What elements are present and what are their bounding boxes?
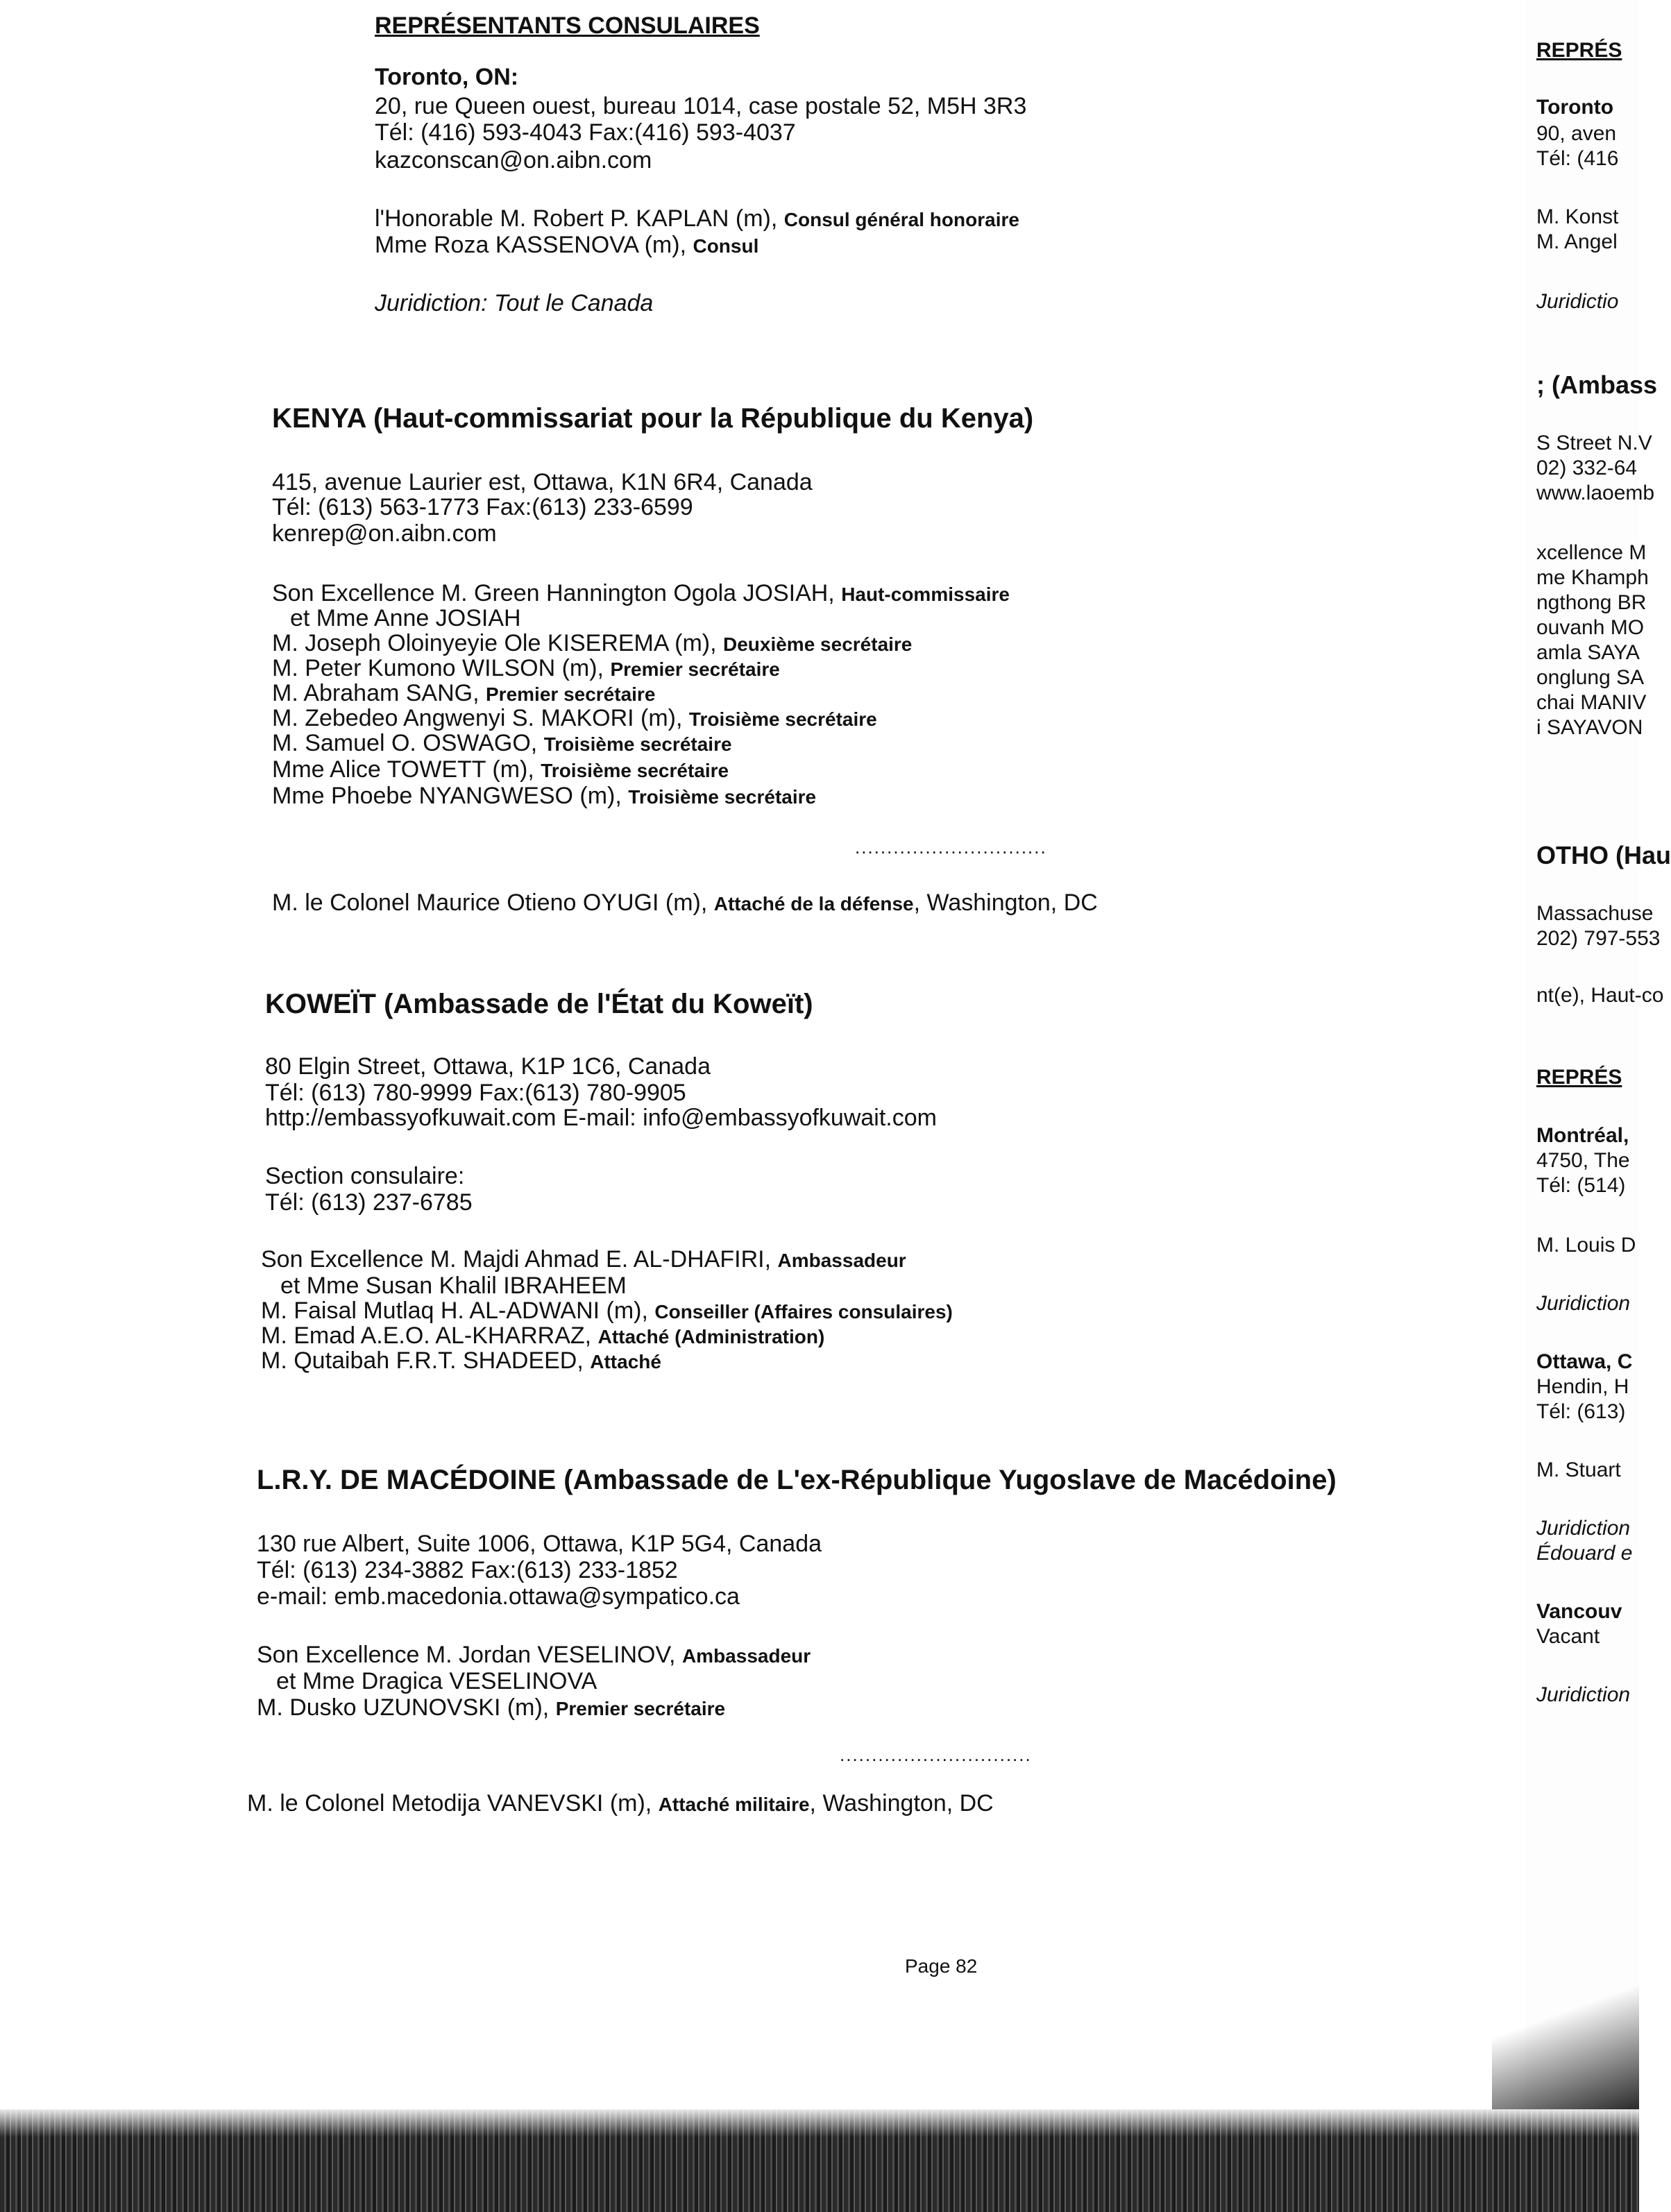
strip-line: me Khamph	[1536, 566, 1649, 589]
adjacent-page-strip	[1525, 0, 1671, 2212]
koweit-phones: Tél: (613) 780-9999 Fax:(613) 780-9905	[265, 1080, 686, 1106]
strip-line: onglung SA	[1536, 666, 1645, 689]
koweit-consular-phone: Tél: (613) 237-6785	[265, 1189, 473, 1216]
kenya-person: M. Peter Kumono WILSON (m), Premier secrétaire	[272, 655, 780, 681]
strip-line: Massachuse	[1536, 902, 1654, 925]
strip-line: i SAYAVON	[1536, 716, 1643, 739]
macedoine-email: e-mail: emb.macedonia.ottawa@sympatico.ca	[257, 1583, 740, 1610]
kenya-person: Mme Phoebe NYANGWESO (m), Troisième secrétaire	[272, 783, 817, 809]
strip-line: ngthong BR	[1536, 591, 1647, 614]
strip-line: M. Konst	[1536, 205, 1619, 228]
kenya-person: et Mme Anne JOSIAH	[290, 605, 521, 631]
strip-line: Hendin, H	[1536, 1375, 1629, 1398]
strip-line: chai MANIV	[1536, 691, 1647, 714]
strip-line: Tél: (613)	[1536, 1400, 1626, 1423]
strip-line: Tél: (514)	[1536, 1174, 1626, 1197]
strip-line: M. Louis D	[1536, 1234, 1636, 1257]
strip-line: Juridiction	[1536, 1683, 1631, 1706]
strip-line: Vacant	[1536, 1625, 1600, 1648]
consular-email: kazconscan@on.aibn.com	[375, 147, 652, 173]
macedoine-person: M. Dusko UZUNOVSKI (m), Premier secrétaire	[257, 1694, 726, 1721]
strip-line: Toronto	[1536, 96, 1614, 119]
dotted-separator: ..............................	[855, 837, 1047, 858]
kenya-phones: Tél: (613) 563-1773 Fax:(613) 233-6599	[272, 494, 693, 520]
strip-line: Ottawa, C	[1536, 1350, 1633, 1373]
page-fold-shadow	[1492, 1936, 1639, 2137]
strip-line: Vancouv	[1536, 1600, 1622, 1623]
koweit-person: M. Qutaibah F.R.T. SHADEED, Attaché	[261, 1347, 661, 1374]
consular-phones: Tél: (416) 593-4043 Fax:(416) 593-4037	[375, 119, 796, 146]
strip-line: REPRÉS	[1536, 39, 1622, 62]
dotted-separator: ..............................	[840, 1744, 1032, 1765]
strip-line: ouvanh MO	[1536, 616, 1645, 639]
strip-line: M. Angel	[1536, 230, 1618, 253]
consular-person: Mme Roza KASSENOVA (m), Consul	[375, 232, 759, 258]
macedoine-phones: Tél: (613) 234-3882 Fax:(613) 233-1852	[257, 1557, 678, 1583]
koweit-heading: KOWEÏT (Ambassade de l'État du Koweït)	[265, 989, 813, 1019]
page-number: Page 82	[905, 1955, 978, 1977]
strip-line: ; (Ambass	[1536, 371, 1658, 399]
macedoine-person: et Mme Dragica VESELINOVA	[276, 1668, 597, 1694]
kenya-address: 415, avenue Laurier est, Ottawa, K1N 6R4, Canada	[272, 469, 813, 495]
strip-line: Tél: (416	[1536, 147, 1619, 170]
scan-edge-highlight	[0, 2109, 1639, 2137]
consular-heading: REPRÉSENTANTS CONSULAIRES	[375, 12, 760, 39]
kenya-person: M. Abraham SANG, Premier secrétaire	[272, 680, 656, 706]
consular-address: 20, rue Queen ouest, bureau 1014, case postale 52, M5H 3R3	[375, 93, 1027, 119]
strip-line: S Street N.V	[1536, 432, 1652, 454]
strip-line: xcellence M	[1536, 541, 1647, 564]
strip-line: 4750, The	[1536, 1149, 1630, 1172]
kenya-person: M. Samuel O. OSWAGO, Troisième secrétaire	[272, 730, 732, 756]
strip-line: Juridiction	[1536, 1292, 1631, 1315]
koweit-person: M. Faisal Mutlaq H. AL-ADWANI (m), Conseiller (Affaires consulaires)	[261, 1298, 953, 1324]
strip-line: www.laoemb	[1536, 482, 1655, 504]
strip-line: M. Stuart	[1536, 1458, 1621, 1481]
koweit-address: 80 Elgin Street, Ottawa, K1P 1C6, Canada	[265, 1053, 711, 1080]
consular-jurisdiction: Juridiction: Tout le Canada	[375, 290, 654, 316]
koweit-person: Son Excellence M. Majdi Ahmad E. AL-DHAFIRI, Ambassadeur	[261, 1246, 906, 1273]
strip-line: Montréal,	[1536, 1124, 1629, 1147]
consular-city: Toronto, ON:	[375, 64, 519, 90]
kenya-defense-attache: M. le Colonel Maurice Otieno OYUGI (m), Attaché de la défense, Washington, DC	[272, 890, 1098, 916]
kenya-person: M. Zebedeo Angwenyi S. MAKORI (m), Troisième secrétaire	[272, 705, 877, 731]
koweit-consular-label: Section consulaire:	[265, 1163, 465, 1189]
strip-line: nt(e), Haut-co	[1536, 984, 1664, 1007]
kenya-person: M. Joseph Oloinyeyie Ole KISEREMA (m), Deuxième secrétaire	[272, 630, 913, 656]
koweit-web: http://embassyofkuwait.com E-mail: info@embassyofkuwait.com	[265, 1105, 937, 1131]
kenya-person: Son Excellence M. Green Hannington Ogola JOSIAH, Haut-commissaire	[272, 580, 1010, 606]
kenya-person: Mme Alice TOWETT (m), Troisième secrétaire	[272, 756, 729, 783]
macedoine-military-attache: M. le Colonel Metodija VANEVSKI (m), Attaché militaire, Washington, DC	[247, 1790, 994, 1817]
macedoine-person: Son Excellence M. Jordan VESELINOV, Ambassadeur	[257, 1642, 811, 1668]
strip-line: REPRÉS	[1536, 1066, 1622, 1089]
strip-line: Édouard e	[1536, 1542, 1633, 1565]
koweit-person: et Mme Susan Khalil IBRAHEEM	[280, 1273, 627, 1299]
koweit-person: M. Emad A.E.O. AL-KHARRAZ, Attaché (Administration)	[261, 1322, 825, 1349]
strip-line: amla SAYA	[1536, 641, 1640, 664]
strip-line: OTHO (Hau	[1536, 841, 1671, 869]
strip-line: Juridictio	[1536, 290, 1619, 313]
consular-person: l'Honorable M. Robert P. KAPLAN (m), Consul général honoraire	[375, 205, 1019, 232]
kenya-heading: KENYA (Haut-commissariat pour la République du Kenya)	[272, 403, 1034, 434]
kenya-email: kenrep@on.aibn.com	[272, 520, 497, 547]
macedoine-address: 130 rue Albert, Suite 1006, Ottawa, K1P 5G4, Canada	[257, 1531, 822, 1557]
strip-line: 02) 332-64	[1536, 457, 1638, 479]
strip-line: 90, aven	[1536, 122, 1617, 145]
strip-line: Juridiction	[1536, 1517, 1631, 1540]
scan-edge-band	[0, 2109, 1639, 2212]
macedoine-heading: L.R.Y. DE MACÉDOINE (Ambassade de L'ex-République Yugoslave de Macédoine)	[257, 1465, 1337, 1495]
strip-line: 202) 797-553	[1536, 927, 1661, 950]
